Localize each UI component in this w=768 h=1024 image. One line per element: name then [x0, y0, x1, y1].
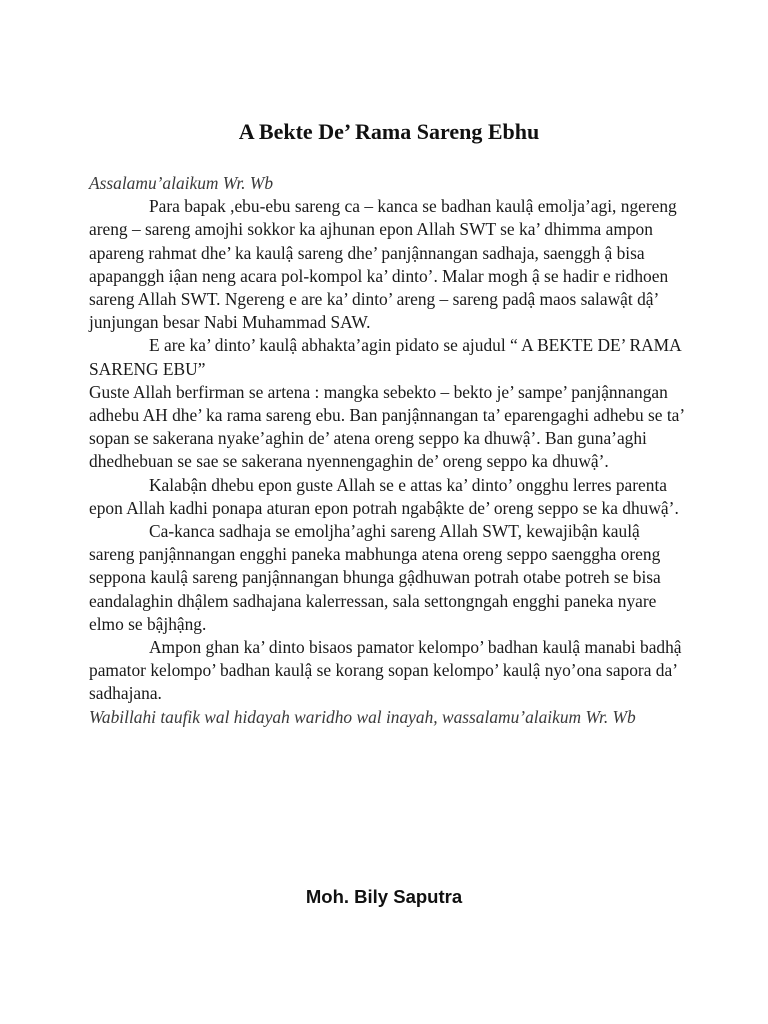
document-title: A Bekte De’ Rama Sareng Ebhu: [238, 119, 540, 144]
paragraph-kewajiban: Ca-kanca sadhaja se emoljha’aghi sareng Allah SWT, kewajibận kaulậ sareng panjậnnangan engghi paneka mabhunga atena oreng seppo saenggha oreng seppona kaulậ sareng panjậnnangan bhunga gậdhuwan potrah otabe potreh se bisa eandalaghin dhậlem sadhajana kalerressan, sala settongngah engghi paneka nyare elmo se bậjhậng.: [89, 521, 661, 634]
document-body: [89, 118, 689, 729]
paragraph-opening: Para bapak ,ebu-ebu sareng ca – kanca se badhan kaulậ emolja’agi, ngereng areng – sareng amojhi sokkor ka ajhunan epon Allah SWT se ka’ dhimma ampon apareng rahmat dhe’ ka kaulậ sareng dhe’ panjậnnangan sadhaja, saenggh ậ bisa apapanggh iậan neng acara pol-kompol ka’ dinto’. Malar mogh ậ se hadir e ridhoen sareng Allah SWT. Ngereng e are ka’ dinto’ areng – sareng padậ maos salawật dậ’ junjungan besar Nabi Muhammad SAW.: [89, 196, 677, 333]
greeting: Assalamu’alaikum Wr. Wb: [89, 173, 274, 193]
paragraph-topic: E are ka’ dinto’ kaulậ abhakta’agin pidato se ajudul “ A BEKTE DE’ RAMA SARENG EBU”: [89, 335, 681, 379]
paragraph-firman: Guste Allah berfirman se artena : mangka sebekto – bekto je’ sampe’ panjậnnangan adhebu AH dhe’ ka rama sareng ebu. Ban panjậnnangan ta’ eparengaghi adhebu se ta’ sopan se sakerana nyake’aghin de’ atena oreng seppo ka dhuwậ’. Ban guna’aghi dhedhebuan se sae se sakerana nyennengaghin de’ oreng seppo ka dhuwậ’.: [89, 381, 684, 472]
paragraph-pamator: Ampon ghan ka’ dinto bisaos pamator kelompo’ badhan kaulậ manabi badhậ pamator kelompo’ badhan kaulậ se korang sopan kelompo’ kaulậ nyo’ona sapora da’ sadhajana.: [89, 637, 682, 704]
closing-salutation: Wabillahi taufik wal hidayah waridho wal inayah, wassalamu’alaikum Wr. Wb: [89, 706, 636, 727]
paragraph-kalaban: Kalabận dhebu epon guste Allah se e attas ka’ dinto’ ongghu lerres parenta epon Allah kadhi ponapa aturan epon potrah ngabậkte de’ oreng seppo se ka dhuwậ’.: [89, 474, 679, 518]
signature-name: Moh. Bily Saputra: [305, 886, 463, 907]
